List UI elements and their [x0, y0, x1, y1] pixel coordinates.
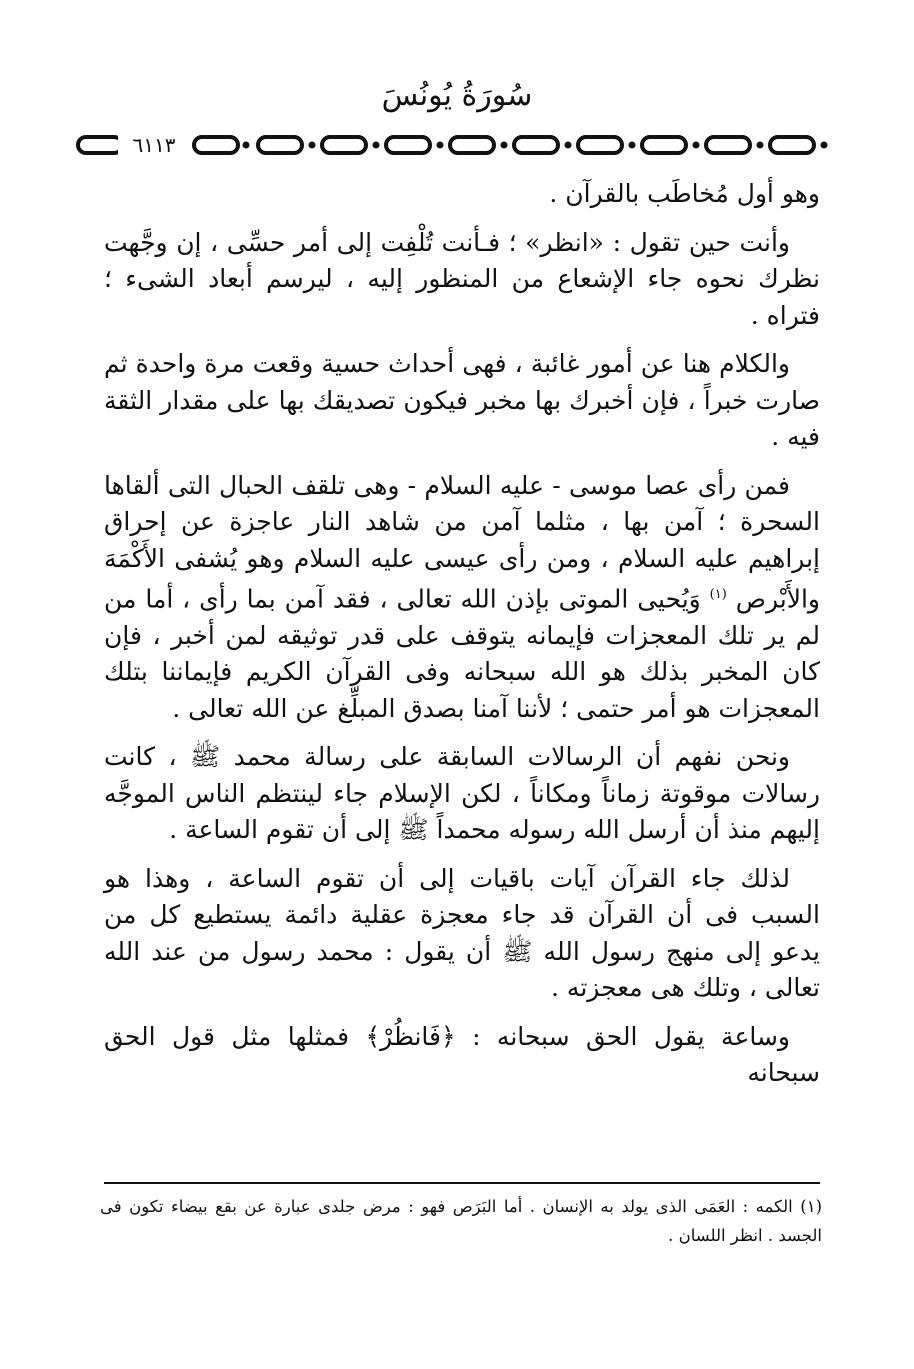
paragraph: وأنت حين تقول : «انظر» ؛ فـأنت تُلْفِت إلى أمر حسِّى ، إن وجَّهت نظرك نحوه جاء الإشعاع من المنظور إليه ، ليرسم أبعاد الشىء ؛ فتراه .	[104, 227, 820, 330]
paragraph-part: وَيُحيى الموتى بإذن الله تعالى ، فقد آمن بما رأى ، أما من لم ير تلك المعجزات فإيمانه يتوقف على قدر توثيقه لمن أخبر ، فإن كان المخبر بذلك هو الله سبحانه وفى القرآن الكريم فإيماننا بتلك المعجزات هو أمر حتمى ؛ لأننا آمنا بصدق المبلِّغ عن الله تعالى .	[104, 584, 820, 723]
paragraph: وهو أول مُخاطَب بالقرآن .	[549, 179, 820, 208]
paragraph: لذلك جاء القرآن آيات باقيات إلى أن تقوم الساعة ، وهذا هو السبب فى أن القرآن قد جاء معجزة عقلية دائمة يستطيع كل من يدعو إلى منهج رسول الله ﷺ أن يقول : محمد رسول من عند الله تعالى ، وتلك هى معجزته .	[104, 863, 820, 1003]
paragraph: ونحن نفهم أن الرسالات السابقة على رسالة محمد ﷺ ، كانت رسالات موقوتة زماناً ومكاناً ، لكن الإسلام جاء لينتظم الناس الموجَّه إليهم منذ أن أرسل الله رسوله محمداً ﷺ إلى أن تقوم الساعة .	[104, 742, 820, 845]
main-text	[104, 176, 820, 1104]
decorative-border	[76, 126, 836, 166]
footnote-separator	[104, 1182, 820, 1184]
footnote: (١) الكمه : العَمَى الذى يولد به الإنسان . أما البَرَص فهو : مرض جلدى عبارة عن بقع بيضاء تكون فى الجسد . انظر اللسان .	[100, 1197, 822, 1245]
paragraph: والكلام هنا عن أمور غائبة ، فهى أحداث حسية وقعت مرة واحدة ثم صارت خبراً ، فإن أخبرك بها مخبر فيكون تصديقك بها على مقدار الثقة فيه .	[104, 349, 820, 451]
page-number: ٦١١٣	[118, 130, 190, 160]
paragraph: وساعة يقول الحق سبحانه : ﴿فَانظُرْ﴾ فمثلها مثل قول الحق سبحانه	[104, 1021, 820, 1088]
surah-title: سُورَةُ يُونُسَ	[381, 78, 533, 113]
paragraph	[104, 468, 820, 728]
paragraph-part: فمن رأى عصا موسى - عليه السلام - وهى تلقف الحبال التى ألقاها السحرة ؛ آمن بها ، مثلما آمن من شاهد النار عاجزة عن إحراق إبراهيم عليه السلام ، ومن رأى عيسى عليه السلام وهو يُشفى الأَكْمَهَ والأَبْرص	[104, 470, 820, 614]
footnote-marker: (١)	[709, 587, 727, 602]
